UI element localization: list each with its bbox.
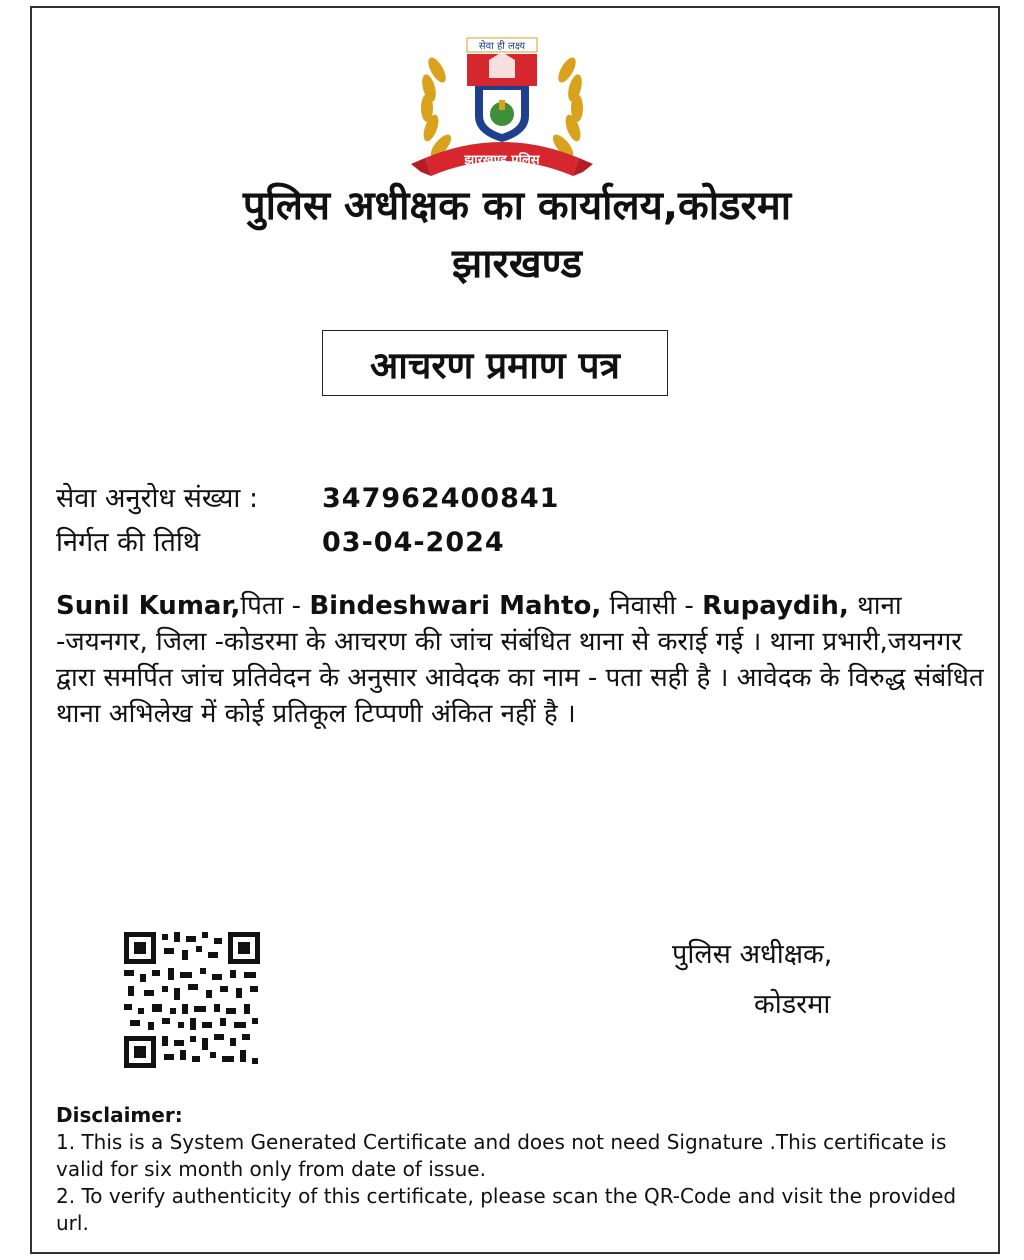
body-text: थाना -जयनगर, जिला -कोडरमा के आचरण की जांच संबंधित थाना से कराई गई । थाना प्रभारी,जयनगर द्वारा समर्पित जांच प्रतिवेदन के अनुसार आवेदक का नाम - पता सही है । आवेदक के विरुद्ध संबंधित थाना अभिलेख में कोई प्रतिकूल टिप्पणी अंकित नहीं है । bbox=[56, 591, 984, 729]
father-name: Bindeshwari Mahto, bbox=[309, 591, 602, 621]
signatory-title: पुलिस अधीक्षक, bbox=[672, 939, 833, 970]
emblem-ribbon-text: झारखण्ड पुलिस bbox=[464, 153, 540, 168]
issue-date-label: निर्गत की तिथि bbox=[56, 527, 201, 558]
resident-label: निवासी - bbox=[601, 591, 703, 621]
jharkhand-police-emblem bbox=[397, 30, 607, 195]
request-number-label: सेवा अनुरोध संख्या bbox=[56, 483, 241, 514]
issue-date-value: 03-04-2024 bbox=[322, 527, 505, 558]
office-state: झारखण्ड bbox=[451, 241, 583, 287]
disclaimer-line-1: 1. This is a System Generated Certificate and does not need Signature .This certificate is valid for six month only from date of issue. bbox=[56, 1130, 947, 1181]
issue-date-row bbox=[56, 526, 505, 560]
office-title: पुलिस अधीक्षक का कार्यालय,कोडरमा bbox=[242, 183, 792, 229]
certificate-page bbox=[30, 6, 1000, 1254]
disclaimer bbox=[56, 1102, 976, 1237]
father-label: पिता - bbox=[240, 591, 310, 621]
request-number-value: 347962400841 bbox=[322, 483, 560, 514]
applicant-name: Sunil Kumar, bbox=[56, 591, 241, 621]
qr-code bbox=[122, 930, 262, 1070]
request-number-row bbox=[56, 482, 560, 516]
village-name: Rupaydih, bbox=[702, 591, 849, 621]
disclaimer-heading: Disclaimer: bbox=[56, 1103, 183, 1127]
certificate-body bbox=[56, 588, 986, 732]
emblem-motto: सेवा ही लक्ष्य bbox=[478, 41, 526, 52]
request-colon: : bbox=[248, 483, 259, 514]
disclaimer-line-2: 2. To verify authenticity of this certificate, please scan the QR-Code and visit the provided url. bbox=[56, 1184, 957, 1235]
signatory-district: कोडरमा bbox=[754, 989, 831, 1020]
certificate-title: आचरण प्रमाण पत्र bbox=[322, 330, 668, 396]
